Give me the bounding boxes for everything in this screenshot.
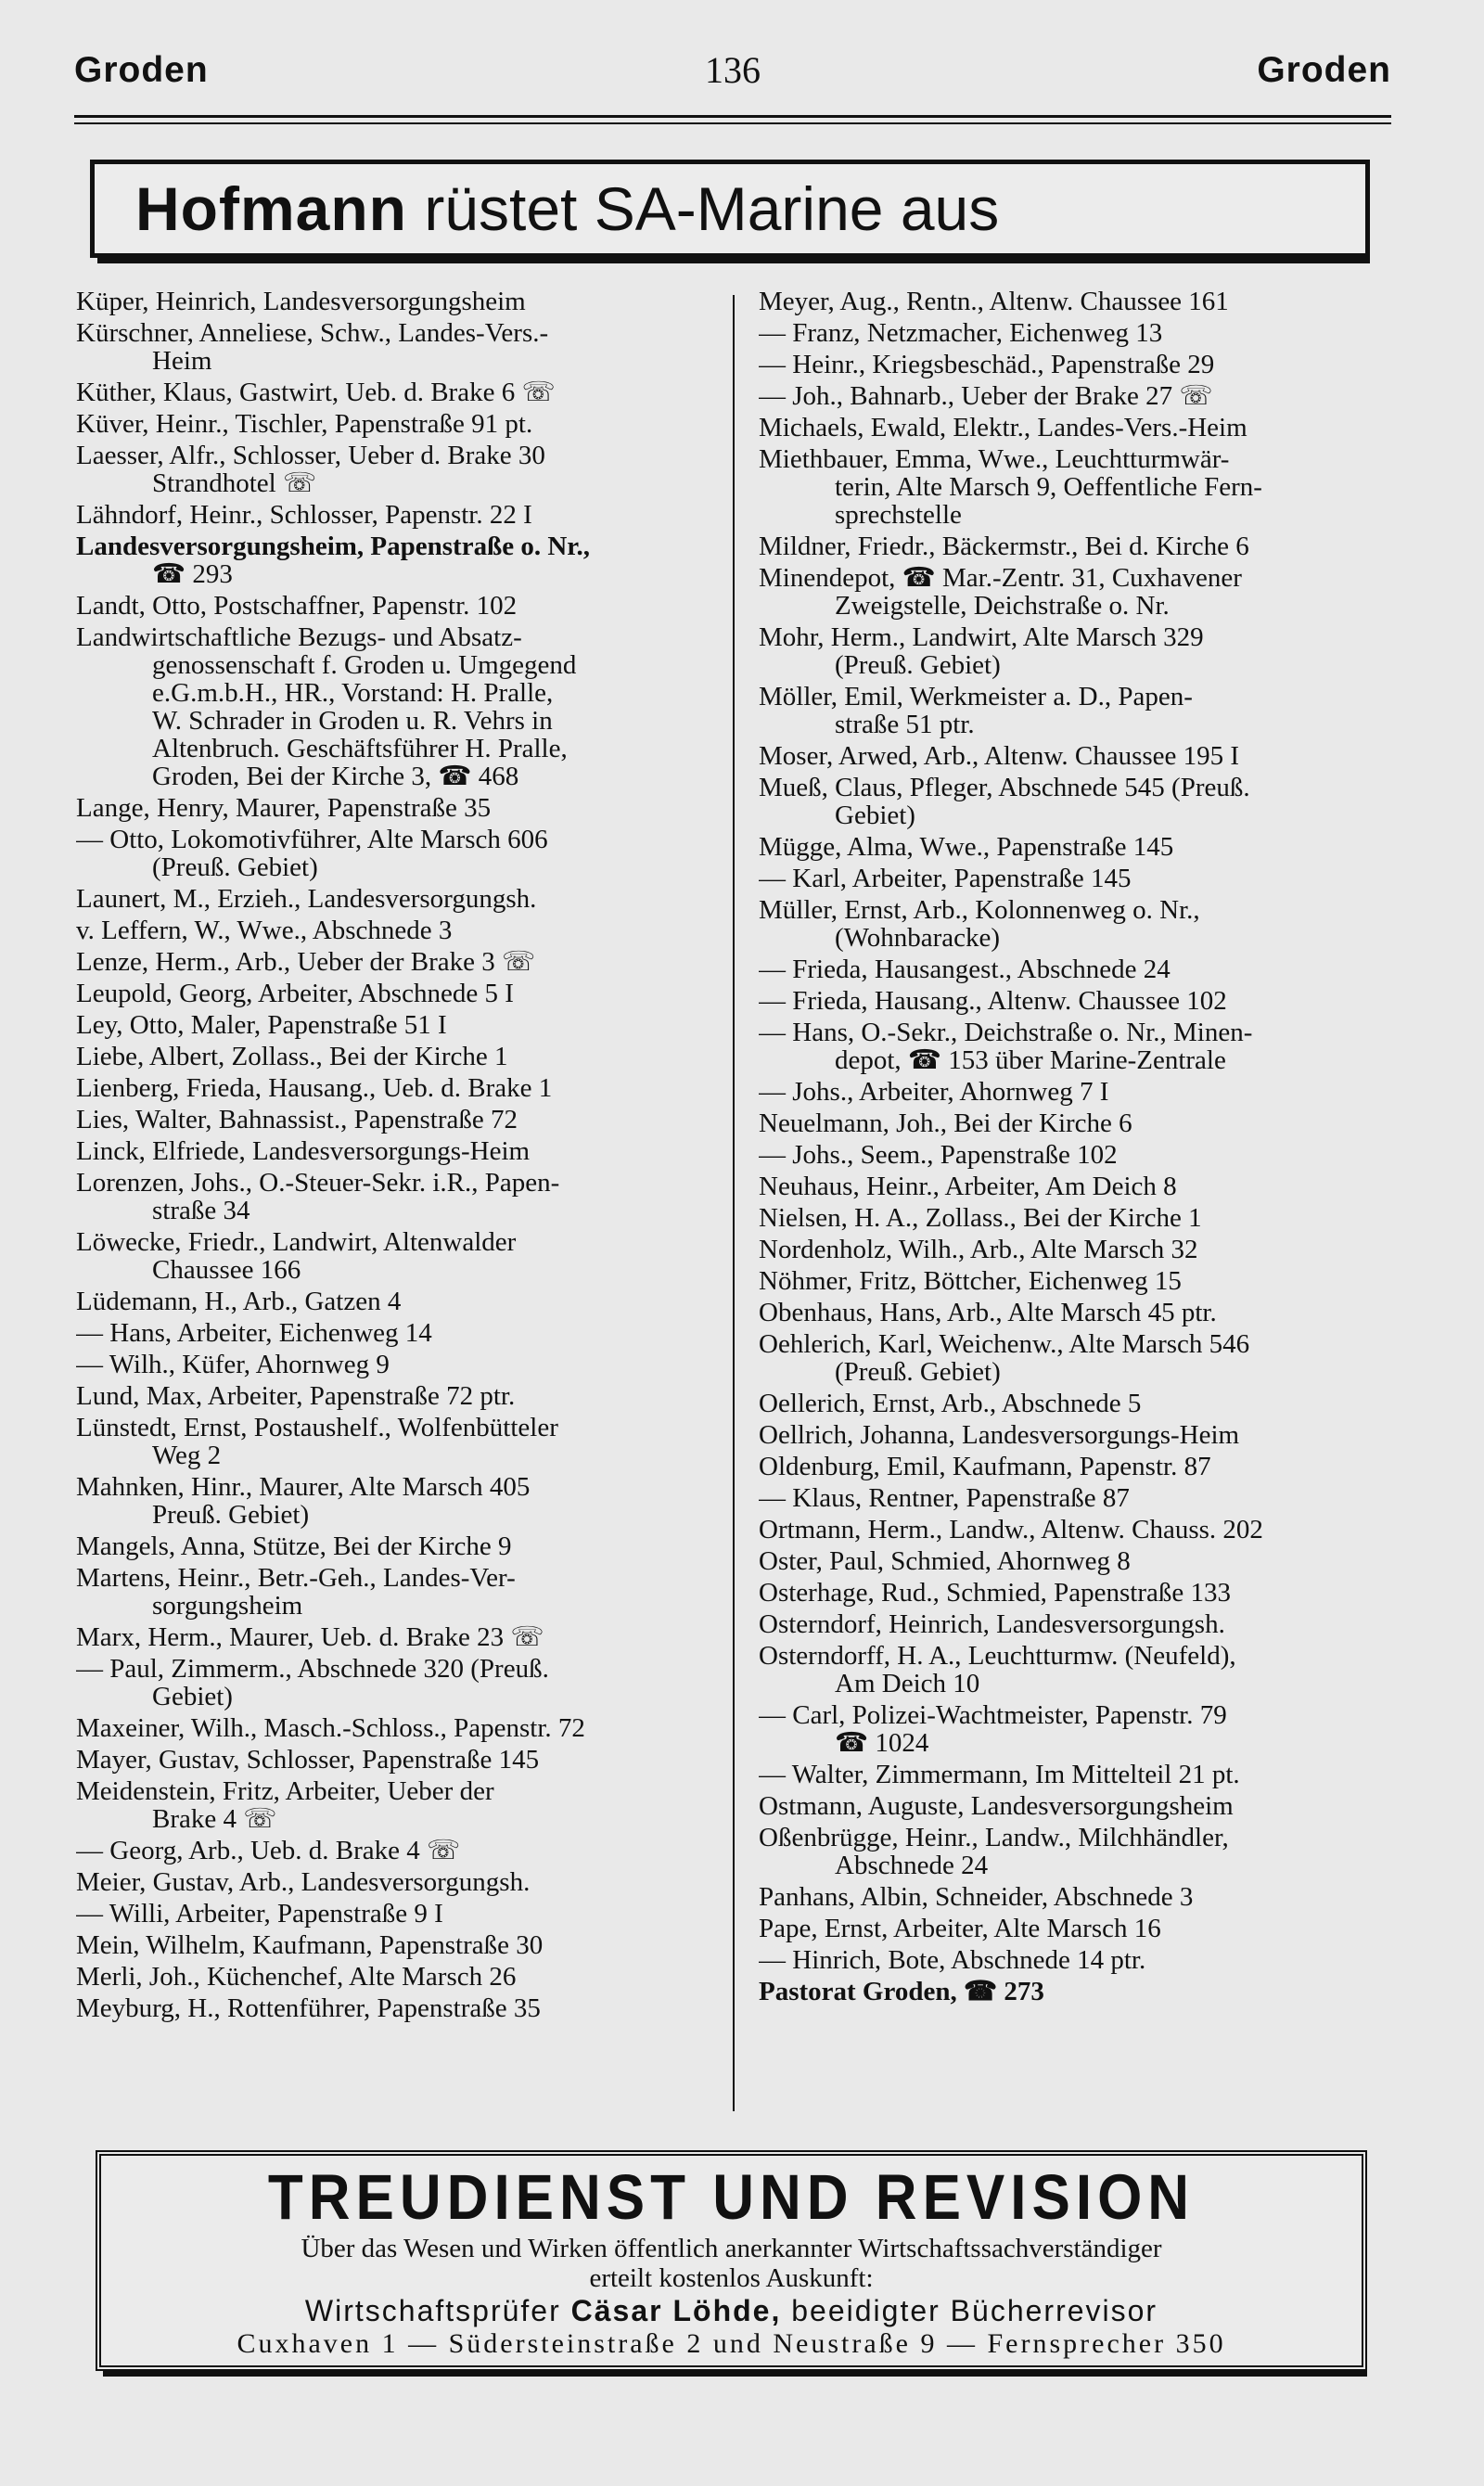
directory-entry	[759, 1610, 1397, 1638]
directory-entry	[759, 351, 1397, 378]
entry-text: Ortmann, Herm., Landw., Altenw. Chauss. 202	[759, 1516, 1263, 1544]
entry-text: Minendepot, ☎ Mar.-Zentr. 31, Cuxhavener	[759, 564, 1242, 592]
entry-text: Mueß, Claus, Pfleger, Abschnede 545 (Preuß.	[759, 774, 1250, 801]
directory-entry	[76, 1655, 714, 1711]
entry-text: v. Leffern, W., Wwe., Abschnede 3	[76, 916, 453, 944]
entry-text: Nielsen, H. A., Zollass., Bei der Kirche 1	[759, 1204, 1202, 1232]
header-place-right: Groden	[1257, 50, 1391, 90]
directory-entry	[76, 1746, 714, 1774]
directory-entry	[759, 742, 1397, 770]
directory-entry	[76, 794, 714, 822]
directory-entry	[759, 833, 1397, 861]
directory-entry	[76, 1931, 714, 1959]
directory-entry	[76, 1043, 714, 1070]
directory-entry	[759, 414, 1397, 442]
entry-text: — Frieda, Hausangest., Abschnede 24	[759, 955, 1171, 983]
entry-continuation: sorgungsheim	[152, 1592, 303, 1620]
entry-continuation: Heim	[152, 347, 212, 375]
directory-entry	[759, 1883, 1397, 1911]
entry-text: Oellrich, Johanna, Landesversorgungs-Heim	[759, 1421, 1240, 1449]
entry-text: Oellerich, Ernst, Arb., Abschnede 5	[759, 1390, 1142, 1417]
entry-text: Obenhaus, Hans, Arb., Alte Marsch 45 ptr.	[759, 1299, 1217, 1326]
entry-text: Oehlerich, Karl, Weichenw., Alte Marsch 546	[759, 1330, 1250, 1358]
directory-entry	[76, 916, 714, 944]
entry-text: Mangels, Anna, Stütze, Bei der Kirche 9	[76, 1532, 512, 1560]
entry-text: — Georg, Arb., Ueb. d. Brake 4 ☏	[76, 1837, 461, 1864]
directory-entry	[759, 1078, 1397, 1106]
directory-entry	[759, 896, 1397, 952]
entry-text: — Hans, O.-Sekr., Deichstraße o. Nr., Minen-	[759, 1019, 1253, 1046]
directory-entry	[759, 1330, 1397, 1386]
entry-text: Laesser, Alfr., Schlosser, Ueber d. Brake 30	[76, 442, 545, 469]
directory-column-right	[759, 288, 1397, 2009]
directory-entry	[76, 410, 714, 438]
entry-continuation: (Preuß. Gebiet)	[835, 651, 1001, 679]
directory-entry	[759, 1236, 1397, 1263]
entry-text: — Willi, Arbeiter, Papenstraße 9 I	[76, 1900, 443, 1928]
directory-entry	[76, 1106, 714, 1134]
entry-text: Lies, Walter, Bahnassist., Papenstraße 72	[76, 1106, 518, 1134]
directory-entry	[76, 1414, 714, 1469]
entry-continuation: terin, Alte Marsch 9, Oeffentliche Fern-	[835, 473, 1262, 501]
advert-profession: Wirtschaftsprüfer	[304, 2294, 571, 2327]
entry-text: — Walter, Zimmermann, Im Mittelteil 21 pt.	[759, 1761, 1240, 1788]
entry-continuation: Preuß. Gebiet)	[152, 1501, 310, 1529]
directory-entry	[759, 319, 1397, 347]
entry-text: Michaels, Ewald, Elektr., Landes-Vers.-Heim	[759, 414, 1247, 442]
entry-text: Miethbauer, Emma, Wwe., Leuchtturmwär-	[759, 445, 1230, 473]
entry-text: Landesversorgungsheim, Papenstraße o. Nr.,	[76, 532, 590, 560]
entry-text: — Johs., Arbeiter, Ahornweg 7 I	[759, 1078, 1109, 1106]
entry-text: Mohr, Herm., Landwirt, Alte Marsch 329	[759, 623, 1204, 651]
directory-entry	[759, 683, 1397, 738]
directory-entry	[759, 1946, 1397, 1974]
directory-entry	[76, 826, 714, 881]
directory-entry	[76, 1169, 714, 1224]
entry-text: Liebe, Albert, Zollass., Bei der Kirche 1	[76, 1043, 508, 1070]
entry-text: Maxeiner, Wilh., Masch.-Schloss., Papenstr. 72	[76, 1714, 585, 1742]
entry-continuation: Chaussee 166	[152, 1256, 301, 1284]
entry-text: — Johs., Seem., Papenstraße 102	[759, 1141, 1118, 1169]
directory-entry	[759, 1299, 1397, 1326]
entry-text: Neuhaus, Heinr., Arbeiter, Am Deich 8	[759, 1173, 1177, 1200]
entry-text: Möller, Emil, Werkmeister a. D., Papen-	[759, 683, 1193, 711]
entry-continuation: Groden, Bei der Kirche 3, ☎ 468	[152, 762, 519, 790]
entry-continuation: Abschnede 24	[835, 1852, 989, 1879]
entry-continuation: Gebiet)	[835, 801, 915, 829]
entry-text: Löwecke, Friedr., Landwirt, Altenwalder	[76, 1228, 517, 1256]
entry-text: Oßenbrügge, Heinr., Landw., Milchhändler,	[759, 1824, 1229, 1852]
directory-entry	[76, 592, 714, 620]
entry-text: Landwirtschaftliche Bezugs- und Absatz-	[76, 623, 522, 651]
advert-address: Cuxhaven 1 — Südersteinstraße 2 und Neustraße 9 — Fernsprecher 350	[237, 2328, 1226, 2359]
directory-column-left	[76, 288, 714, 2026]
directory-entry	[76, 1473, 714, 1529]
directory-entry	[759, 865, 1397, 892]
directory-entry	[76, 1319, 714, 1347]
directory-entry	[76, 1011, 714, 1039]
entry-text: Launert, M., Erzieh., Landesversorgungsh.	[76, 885, 537, 913]
advert-title-suffix: beeidigter Bücherrevisor	[781, 2294, 1158, 2327]
entry-text: Osterndorff, H. A., Leuchtturmw. (Neufeld),	[759, 1642, 1236, 1670]
entry-text: Lorenzen, Johs., O.-Steuer-Sekr. i.R., Papen-	[76, 1169, 560, 1197]
entry-text: — Frieda, Hausang., Altenw. Chaussee 102	[759, 987, 1227, 1015]
directory-entry	[759, 623, 1397, 679]
page-number: 136	[705, 49, 761, 91]
directory-entry	[759, 1701, 1397, 1757]
entry-text: Küver, Heinr., Tischler, Papenstraße 91 pt.	[76, 410, 533, 438]
directory-entry	[76, 1564, 714, 1620]
directory-entry	[759, 1267, 1397, 1295]
entry-text: Lund, Max, Arbeiter, Papenstraße 72 ptr.	[76, 1382, 516, 1410]
directory-entry	[759, 1390, 1397, 1417]
entry-continuation: W. Schrader in Groden u. R. Vehrs in	[152, 707, 553, 735]
entry-text: — Karl, Arbeiter, Papenstraße 145	[759, 865, 1132, 892]
entry-text: Pastorat Groden, ☎ 273	[759, 1978, 1044, 2005]
banner-shadow	[97, 258, 1370, 263]
banner-brand: Hofmann	[135, 174, 407, 243]
entry-text: Mahnken, Hinr., Maurer, Alte Marsch 405	[76, 1473, 531, 1501]
directory-entry	[76, 980, 714, 1007]
header-place-left: Groden	[74, 50, 209, 90]
entry-continuation: Altenbruch. Geschäftsführer H. Pralle,	[152, 735, 568, 762]
entry-continuation: straße 34	[152, 1197, 250, 1224]
entry-continuation: (Wohnbaracke)	[835, 924, 1001, 952]
entry-continuation: ☎ 293	[152, 560, 233, 588]
directory-entry	[759, 1484, 1397, 1512]
entry-text: — Wilh., Küfer, Ahornweg 9	[76, 1351, 390, 1378]
hofmann-banner-ad	[90, 160, 1370, 258]
entry-text: Panhans, Albin, Schneider, Abschnede 3	[759, 1883, 1194, 1911]
directory-entry	[759, 1915, 1397, 1942]
entry-text: — Otto, Lokomotivführer, Alte Marsch 606	[76, 826, 548, 853]
entry-continuation: Strandhotel ☏	[152, 469, 317, 497]
entry-text: — Klaus, Rentner, Papenstraße 87	[759, 1484, 1130, 1512]
directory-entry	[76, 1228, 714, 1284]
entry-text: Landt, Otto, Postschaffner, Papenstr. 102	[76, 592, 518, 620]
directory-entry	[76, 1963, 714, 1991]
entry-text: Mein, Wilhelm, Kaufmann, Papenstraße 30	[76, 1931, 544, 1959]
entry-continuation: (Preuß. Gebiet)	[835, 1358, 1001, 1386]
entry-text: Lienberg, Frieda, Hausang., Ueb. d. Brake 1	[76, 1074, 553, 1102]
entry-text: Kürschner, Anneliese, Schw., Landes-Vers.-	[76, 319, 549, 347]
entry-text: Lüdemann, H., Arb., Gatzen 4	[76, 1288, 402, 1315]
directory-entry	[759, 955, 1397, 983]
entry-text: Mayer, Gustav, Schlosser, Papenstraße 145	[76, 1746, 540, 1774]
entry-continuation: genossenschaft f. Groden u. Umgegend	[152, 651, 577, 679]
entry-text: — Carl, Polizei-Wachtmeister, Papenstr. 79	[759, 1701, 1227, 1729]
column-divider	[733, 295, 735, 2111]
directory-entry	[759, 1516, 1397, 1544]
directory-entry	[76, 532, 714, 588]
entry-continuation: Gebiet)	[152, 1683, 233, 1711]
entry-continuation: straße 51 ptr.	[835, 711, 975, 738]
entry-text: Oster, Paul, Schmied, Ahornweg 8	[759, 1547, 1131, 1575]
header-rule	[74, 115, 1391, 118]
directory-entry	[759, 1109, 1397, 1137]
entry-continuation: Brake 4 ☏	[152, 1805, 277, 1833]
entry-text: Pape, Ernst, Arbeiter, Alte Marsch 16	[759, 1915, 1161, 1942]
directory-entry	[76, 1623, 714, 1651]
directory-entry	[76, 1532, 714, 1560]
entry-continuation: Zweigstelle, Deichstraße o. Nr.	[835, 592, 1170, 620]
directory-entry	[76, 1382, 714, 1410]
treudienst-advert	[96, 2150, 1367, 2371]
directory-entry	[76, 319, 714, 375]
directory-entry	[76, 1351, 714, 1378]
directory-entry	[76, 1074, 714, 1102]
entry-text: Mildner, Friedr., Bäckermstr., Bei d. Kirche 6	[759, 532, 1249, 560]
entry-text: Meier, Gustav, Arb., Landesversorgungsh.	[76, 1868, 531, 1896]
entry-text: Moser, Arwed, Arb., Altenw. Chaussee 195 I	[759, 742, 1240, 770]
entry-continuation: sprechstelle	[835, 501, 962, 529]
entry-text: — Hans, Arbeiter, Eichenweg 14	[76, 1319, 432, 1347]
entry-text: Meidenstein, Fritz, Arbeiter, Ueber der	[76, 1777, 494, 1805]
entry-text: Lünstedt, Ernst, Postaushelf., Wolfenbütteler	[76, 1414, 558, 1442]
entry-text: — Joh., Bahnarb., Ueber der Brake 27 ☏	[759, 382, 1213, 410]
entry-text: Martens, Heinr., Betr.-Geh., Landes-Ver-	[76, 1564, 516, 1592]
entry-text: — Franz, Netzmacher, Eichenweg 13	[759, 319, 1163, 347]
directory-entry	[76, 288, 714, 315]
entry-continuation: Weg 2	[152, 1442, 222, 1469]
entry-continuation: (Preuß. Gebiet)	[152, 853, 318, 881]
entry-text: Lenze, Herm., Arb., Ueber der Brake 3 ☏	[76, 948, 536, 976]
directory-entry	[759, 774, 1397, 829]
entry-text: Küper, Heinrich, Landesversorgungsheim	[76, 288, 526, 315]
directory-entry	[759, 532, 1397, 560]
entry-text: — Heinr., Kriegsbeschäd., Papenstraße 29	[759, 351, 1215, 378]
entry-text: Mügge, Alma, Wwe., Papenstraße 145	[759, 833, 1174, 861]
directory-entry	[759, 1978, 1397, 2005]
directory-entry	[759, 1579, 1397, 1607]
directory-entry	[76, 623, 714, 790]
directory-entry	[759, 1421, 1397, 1449]
directory-entry	[76, 442, 714, 497]
directory-entry	[759, 1204, 1397, 1232]
entry-text: Marx, Herm., Maurer, Ueb. d. Brake 23 ☏	[76, 1623, 544, 1651]
entry-text: Neuelmann, Joh., Bei der Kirche 6	[759, 1109, 1132, 1137]
entry-text: Meyburg, H., Rottenführer, Papenstraße 35	[76, 1994, 541, 2022]
directory-entry	[759, 1547, 1397, 1575]
entry-text: Ostmann, Auguste, Landesversorgungsheim	[759, 1792, 1234, 1820]
directory-entry	[759, 1019, 1397, 1074]
directory-entry	[76, 1714, 714, 1742]
entry-text: Lähndorf, Heinr., Schlosser, Papenstr. 22 I	[76, 501, 532, 529]
entry-continuation: ☎ 1024	[835, 1729, 929, 1757]
directory-entry	[76, 1837, 714, 1864]
entry-text: Leupold, Georg, Arbeiter, Abschnede 5 I	[76, 980, 514, 1007]
advert-title: TREUDIENST UND REVISION	[267, 2162, 1196, 2234]
entry-text: Osterhage, Rud., Schmied, Papenstraße 133	[759, 1579, 1232, 1607]
directory-entry	[759, 1761, 1397, 1788]
entry-text: Nordenholz, Wilh., Arb., Alte Marsch 32	[759, 1236, 1198, 1263]
directory-entry	[76, 948, 714, 976]
advert-person-name: Cäsar Löhde,	[570, 2294, 782, 2327]
advert-line-3	[101, 2293, 1362, 2328]
directory-entry	[759, 1642, 1397, 1698]
entry-continuation: depot, ☎ 153 über Marine-Zentrale	[835, 1046, 1226, 1074]
directory-entry	[759, 1173, 1397, 1200]
advert-shadow	[103, 2371, 1367, 2377]
directory-entry	[759, 1792, 1397, 1820]
directory-entry	[76, 501, 714, 529]
entry-continuation: e.G.m.b.H., HR., Vorstand: H. Pralle,	[152, 679, 554, 707]
directory-entry	[759, 987, 1397, 1015]
page-header	[74, 50, 1391, 96]
entry-text: Merli, Joh., Küchenchef, Alte Marsch 26	[76, 1963, 517, 1991]
directory-entry	[759, 1824, 1397, 1879]
directory-entry	[76, 378, 714, 406]
directory-entry	[759, 445, 1397, 529]
entry-text: Linck, Elfriede, Landesversorgungs-Heim	[76, 1137, 531, 1165]
entry-text: — Hinrich, Bote, Abschnede 14 ptr.	[759, 1946, 1146, 1974]
directory-entry	[759, 1453, 1397, 1480]
directory-entry	[759, 1141, 1397, 1169]
directory-entry	[76, 1994, 714, 2022]
entry-text: Oldenburg, Emil, Kaufmann, Papenstr. 87	[759, 1453, 1211, 1480]
entry-text: Lange, Henry, Maurer, Papenstraße 35	[76, 794, 492, 822]
header-rule-thin	[74, 122, 1391, 124]
directory-entry	[759, 288, 1397, 315]
directory-entry	[76, 1868, 714, 1896]
advert-line-1: Über das Wesen und Wirken öffentlich anerkannter Wirtschaftssachverständiger	[301, 2234, 1162, 2263]
entry-text: Meyer, Aug., Rentn., Altenw. Chaussee 161	[759, 288, 1229, 315]
entry-text: — Paul, Zimmerm., Abschnede 320 (Preuß.	[76, 1655, 549, 1683]
directory-entry	[759, 382, 1397, 410]
advert-line-2: erteilt kostenlos Auskunft:	[589, 2263, 874, 2293]
banner-slogan: rüstet SA-Marine aus	[406, 174, 1000, 243]
entry-text: Ley, Otto, Maler, Papenstraße 51 I	[76, 1011, 447, 1039]
directory-entry	[76, 885, 714, 913]
entry-text: Osterndorf, Heinrich, Landesversorgungsh.	[759, 1610, 1225, 1638]
entry-text: Nöhmer, Fritz, Böttcher, Eichenweg 15	[759, 1267, 1182, 1295]
entry-continuation: Am Deich 10	[835, 1670, 980, 1698]
directory-entry	[76, 1137, 714, 1165]
entry-text: Küther, Klaus, Gastwirt, Ueb. d. Brake 6 ☏	[76, 378, 556, 406]
directory-entry	[76, 1900, 714, 1928]
entry-text: Müller, Ernst, Arb., Kolonnenweg o. Nr.,	[759, 896, 1200, 924]
directory-entry	[759, 564, 1397, 620]
directory-entry	[76, 1777, 714, 1833]
directory-entry	[76, 1288, 714, 1315]
